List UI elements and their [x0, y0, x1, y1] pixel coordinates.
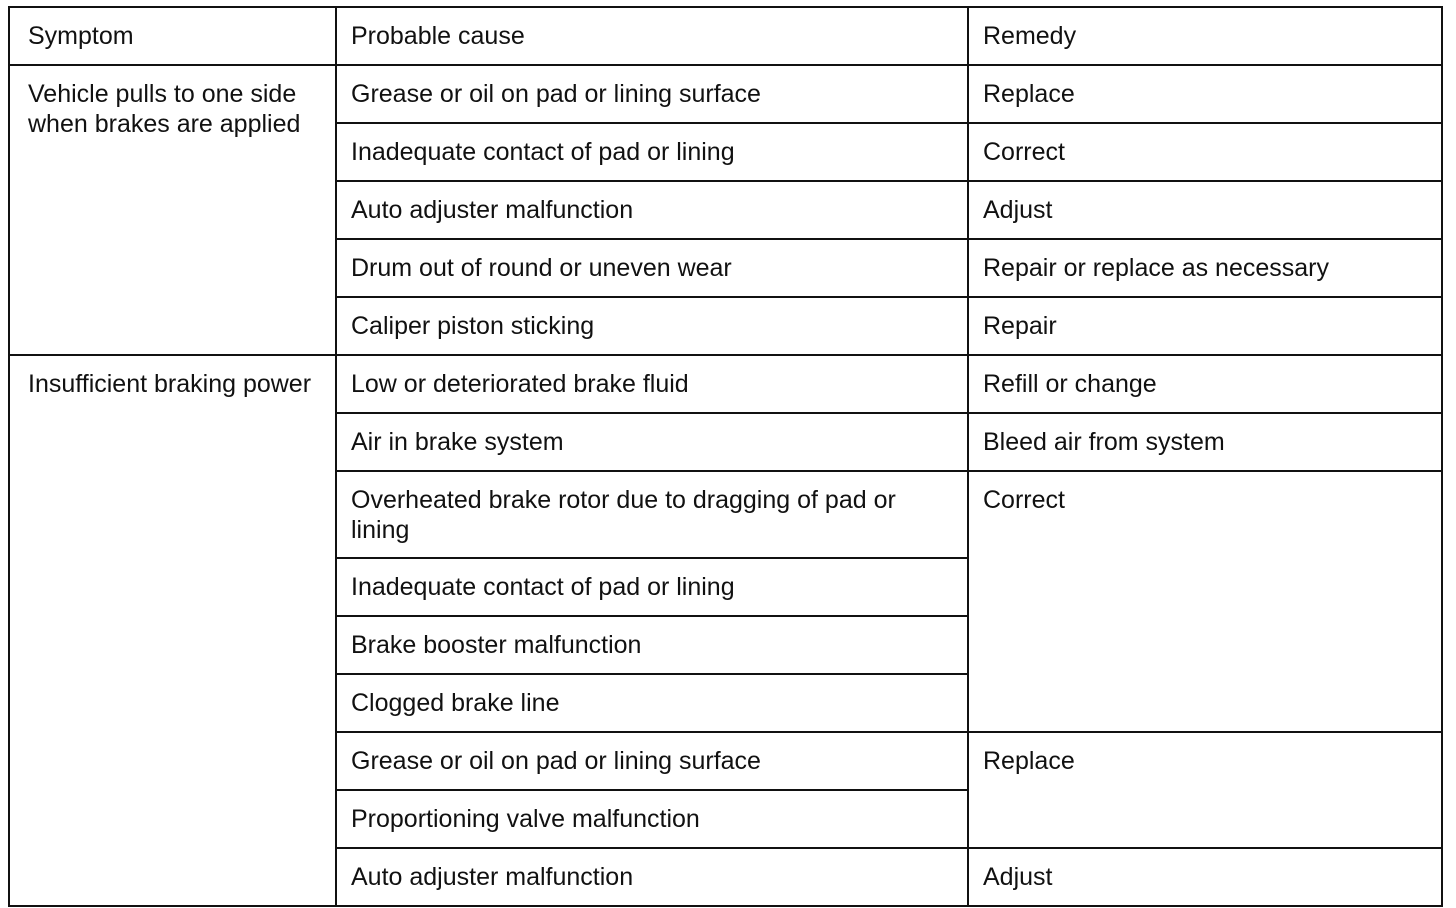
cause-cell: Proportioning valve malfunction	[336, 790, 968, 848]
header-probable-cause: Probable cause	[336, 7, 968, 65]
cause-cell: Low or deteriorated brake fluid	[336, 355, 968, 413]
header-symptom: Symptom	[9, 7, 336, 65]
remedy-cell: Repair	[968, 297, 1442, 355]
cause-cell: Brake booster malfunction	[336, 616, 968, 674]
header-remedy: Remedy	[968, 7, 1442, 65]
remedy-cell: Adjust	[968, 848, 1442, 906]
cause-cell: Air in brake system	[336, 413, 968, 471]
cause-cell: Grease or oil on pad or lining surface	[336, 65, 968, 123]
cause-cell: Clogged brake line	[336, 674, 968, 732]
cause-cell: Auto adjuster malfunction	[336, 848, 968, 906]
cause-cell: Grease or oil on pad or lining surface	[336, 732, 968, 790]
remedy-cell: Replace	[968, 732, 1442, 848]
cause-cell: Caliper piston sticking	[336, 297, 968, 355]
remedy-cell: Replace	[968, 65, 1442, 123]
remedy-cell: Refill or change	[968, 355, 1442, 413]
remedy-cell: Correct	[968, 123, 1442, 181]
symptom-cell: Insufficient braking power	[9, 355, 336, 906]
remedy-cell: Correct	[968, 471, 1442, 732]
symptom-cell: Vehicle pulls to one side when brakes are applied	[9, 65, 336, 355]
cause-cell: Auto adjuster malfunction	[336, 181, 968, 239]
troubleshooting-table	[8, 6, 1443, 907]
remedy-cell: Adjust	[968, 181, 1442, 239]
cause-cell: Inadequate contact of pad or lining	[336, 123, 968, 181]
cause-cell: Inadequate contact of pad or lining	[336, 558, 968, 616]
table-header-row	[9, 7, 1442, 65]
cause-cell: Overheated brake rotor due to dragging of pad or lining	[336, 471, 968, 558]
table-row	[9, 65, 1442, 123]
document-page	[8, 6, 1441, 900]
remedy-cell: Bleed air from system	[968, 413, 1442, 471]
remedy-cell: Repair or replace as necessary	[968, 239, 1442, 297]
cause-cell: Drum out of round or uneven wear	[336, 239, 968, 297]
table-row	[9, 355, 1442, 413]
